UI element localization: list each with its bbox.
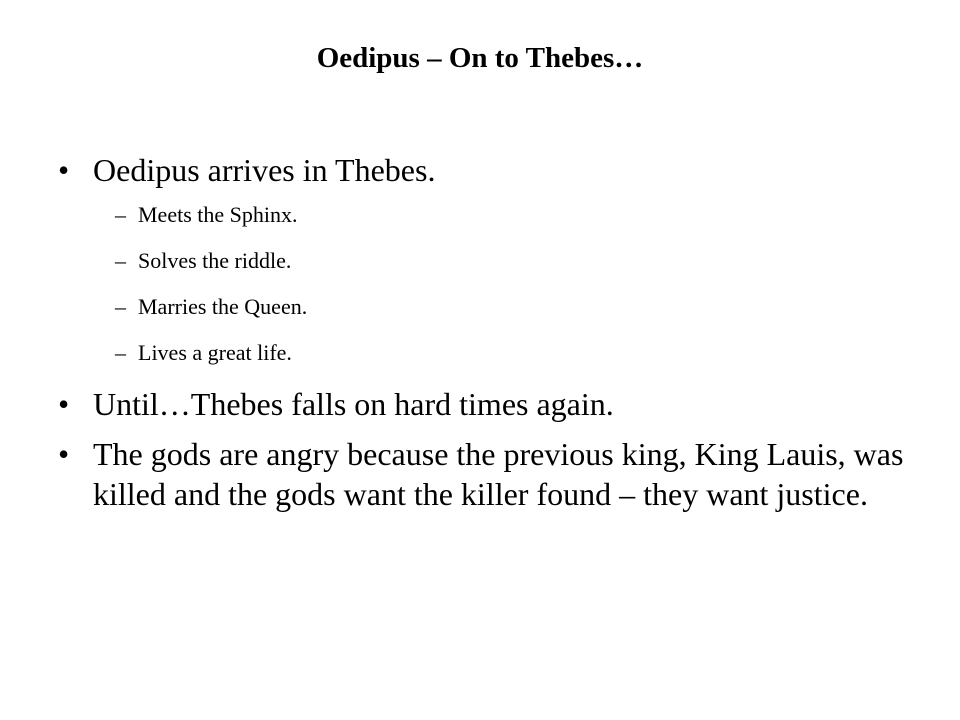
sub-bullet-marker: – [115, 340, 126, 365]
sub-bullet-marker: – [115, 202, 126, 227]
sub-bullet-text: Marries the Queen. [138, 294, 308, 319]
sub-bullet-text: Solves the riddle. [138, 248, 292, 273]
sub-bullet-item [58, 246, 918, 276]
bullet-marker: • [58, 386, 70, 422]
bullet-text: Until…Thebes falls on hard times again. [93, 386, 614, 422]
sub-bullet-list [58, 200, 918, 368]
bullet-item [58, 434, 918, 514]
sub-bullet-marker: – [115, 248, 126, 273]
bullet-text: Oedipus arrives in Thebes. [93, 152, 436, 188]
sub-bullet-item [58, 292, 918, 322]
bullet-text: The gods are angry because the previous king, King Lauis, was killed and the gods want the killer found – they want justice. [93, 436, 904, 512]
slide-body [58, 150, 918, 524]
sub-bullet-text: Meets the Sphinx. [138, 202, 298, 227]
sub-bullet-item [58, 338, 918, 368]
sub-bullet-item [58, 200, 918, 230]
sub-bullet-marker: – [115, 294, 126, 319]
bullet-marker: • [58, 152, 70, 188]
sub-bullet-text: Lives a great life. [138, 340, 292, 365]
bullet-item [58, 150, 918, 190]
bullet-item [58, 384, 918, 424]
bullet-marker: • [58, 436, 70, 472]
slide-title: Oedipus – On to Thebes… [316, 42, 644, 74]
